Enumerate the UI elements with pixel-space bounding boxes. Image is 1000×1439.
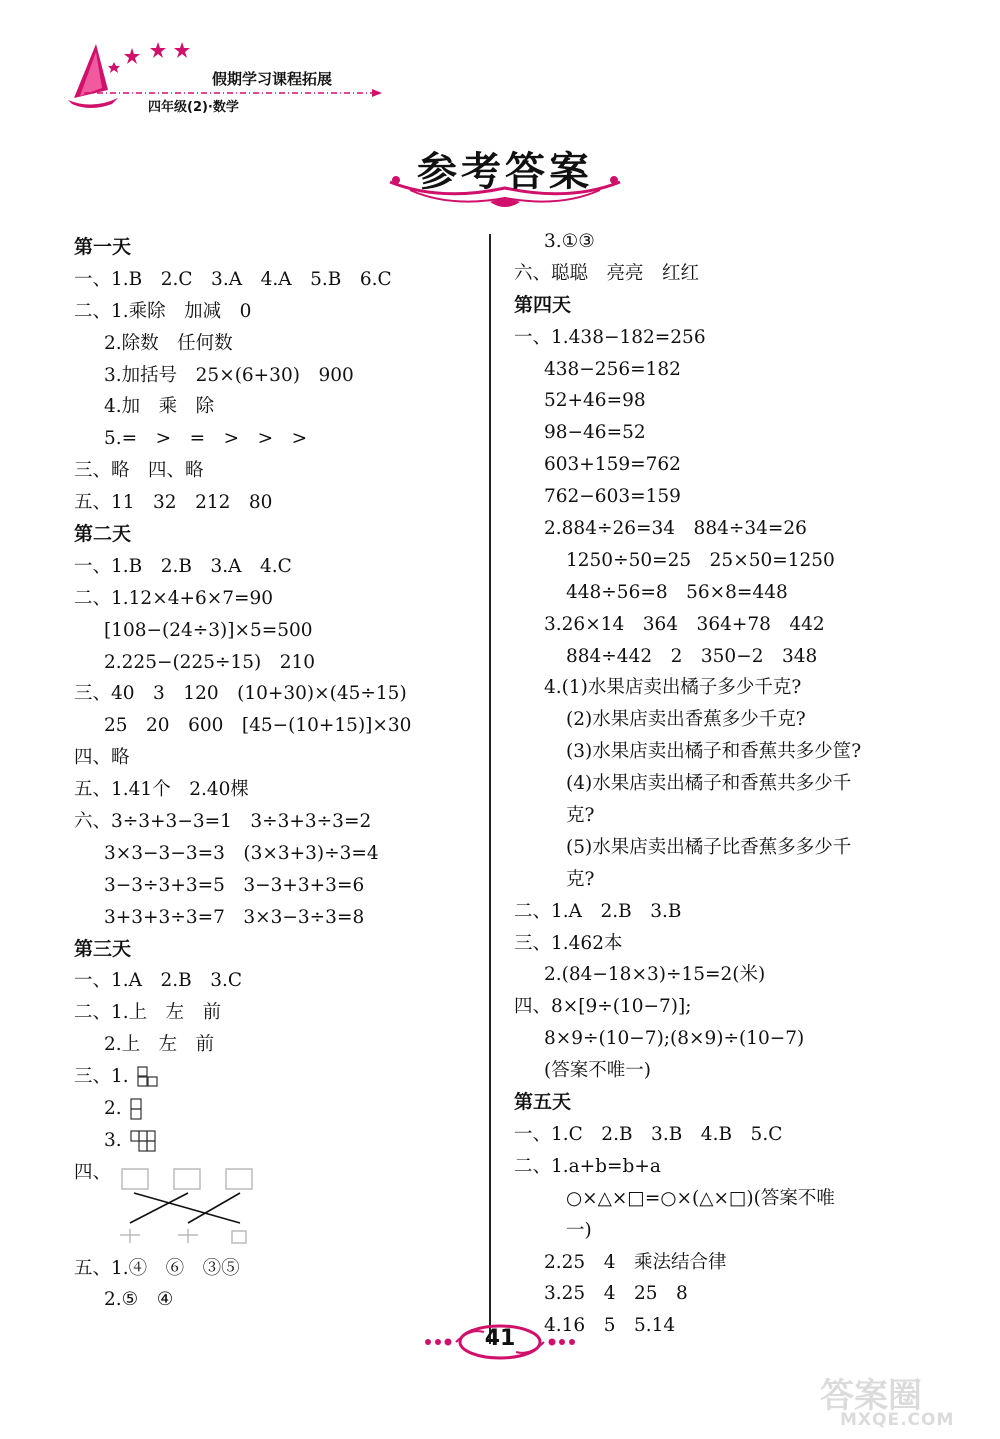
answer-line: 三、1.462本 — [514, 932, 623, 954]
page-title: 参考答案 — [417, 149, 593, 195]
block-view-3-icon — [130, 1129, 156, 1153]
answer-line-view1 — [74, 1061, 474, 1093]
answer-line: 3−3÷3+3=5 3−3+3+3=6 — [104, 874, 365, 896]
answer-line: 8×9÷(10−7);(8×9)÷(10−7) — [544, 1028, 805, 1050]
answer-line: ○×△×□=○×(△×□)(答案不唯 — [566, 1187, 835, 1209]
answer-line: 四、略 — [74, 747, 130, 769]
answer-label: 三、1. — [74, 1066, 129, 1088]
answer-line: 1250÷50=25 25×50=1250 — [566, 549, 835, 571]
answer-label: 3. — [104, 1129, 122, 1151]
left-column — [74, 232, 474, 1316]
answer-line: [108−(24÷3)]×5=500 — [104, 619, 313, 641]
answer-line: 603+159=762 — [544, 454, 681, 476]
column-divider — [489, 234, 491, 1344]
answer-line: 一、1.C 2.B 3.B 4.B 5.C — [514, 1123, 783, 1145]
page-title-block — [380, 132, 630, 212]
answer-line: 五、11 32 212 80 — [74, 492, 273, 514]
answer-line: (3)水果店卖出橘子和香蕉共多少筐? — [566, 741, 862, 763]
block-view-2-icon — [130, 1098, 144, 1120]
answer-line: 克? — [566, 805, 595, 827]
answer-line: 二、1.上 左 前 — [74, 1002, 222, 1024]
answer-line: 克? — [566, 868, 595, 890]
answer-line: 五、1.④ ⑥ ③⑤ — [74, 1257, 240, 1279]
answer-line: 3+3+3÷3=7 3×3−3÷3=8 — [104, 906, 365, 928]
answer-line: 二、1.a+b=b+a — [514, 1155, 661, 1177]
answer-line: 三、略 四、略 — [74, 460, 204, 482]
answer-line: 一、1.A 2.B 3.C — [74, 970, 243, 992]
day-heading: 第四天 — [514, 293, 572, 316]
answer-line: 25 20 600 [45−(10+15)]×30 — [104, 715, 412, 737]
answer-line: 2.⑤ ④ — [104, 1289, 174, 1311]
answer-line: 六、3÷3+3−3=1 3÷3+3÷3=2 — [74, 811, 372, 833]
answer-line: 2.25 4 乘法结合律 — [544, 1251, 727, 1273]
answer-line: 3.加括号 25×(6+30) 900 — [104, 364, 354, 386]
day-heading: 第五天 — [514, 1091, 572, 1114]
answer-line: 438−256=182 — [544, 358, 681, 380]
answer-line: (答案不唯一) — [544, 1060, 651, 1082]
answer-line: 2.上 左 前 — [104, 1034, 215, 1056]
series-title: 假期学习课程拓展 — [212, 70, 333, 88]
grade-subject: 四年级(2)·数学 — [148, 100, 239, 115]
answer-line: 448÷56=8 56×8=448 — [566, 581, 788, 603]
answer-line: 二、1.乘除 加减 0 — [74, 300, 252, 322]
answer-line: 六、聪聪 亮亮 红红 — [514, 262, 700, 284]
answer-line: 2.884÷26=34 884÷34=26 — [544, 518, 807, 540]
page-number: 41 — [484, 1326, 516, 1351]
answer-line: 一) — [566, 1219, 592, 1241]
answer-line: 98−46=52 — [544, 422, 646, 444]
answer-line: 2.225−(225÷15) 210 — [104, 651, 316, 673]
answer-line: 2.(84−18×3)÷15=2(米) — [544, 964, 766, 986]
answer-line: 一、1.B 2.C 3.A 4.A 5.B 6.C — [74, 268, 392, 290]
answer-line: 2.除数 任何数 — [104, 332, 233, 354]
day-heading: 第三天 — [74, 937, 132, 960]
watermark — [820, 1370, 1000, 1430]
answer-line: 3.26×14 364 364+78 442 — [544, 613, 825, 635]
answer-line: 一、1.438−182=256 — [514, 326, 706, 348]
answer-line: 二、1.A 2.B 3.B — [514, 900, 682, 922]
answer-line: 52+46=98 — [544, 390, 646, 412]
answer-line: 三、40 3 120 (10+30)×(45÷15) — [74, 683, 407, 705]
block-view-1-icon — [137, 1066, 159, 1088]
answer-line: 五、1.41个 2.40棵 — [74, 779, 249, 801]
answer-line-view2 — [74, 1093, 474, 1125]
answer-line: 4.加 乘 除 — [104, 396, 215, 418]
answer-line: (4)水果店卖出橘子和香蕉共多少千 — [566, 773, 852, 795]
answer-line: (2)水果店卖出香蕉多少千克? — [566, 709, 806, 731]
answer-line-matching — [74, 1157, 474, 1253]
answer-line: 3×3−3−3=3 (3×3+3)÷3=4 — [104, 842, 379, 864]
answer-line: 4.(1)水果店卖出橘子多少千克? — [544, 677, 802, 699]
answer-line: (5)水果店卖出橘子比香蕉多多少千 — [566, 836, 852, 858]
answer-line: 3.25 4 25 8 — [544, 1283, 688, 1305]
day-heading: 第一天 — [74, 236, 132, 258]
watermark-url: MXQE.COM — [840, 1410, 955, 1430]
answer-line: 一、1.B 2.B 3.A 4.C — [74, 555, 292, 577]
answer-line-view3 — [74, 1125, 474, 1157]
series-header — [62, 38, 392, 115]
answer-label: 四、 — [74, 1161, 112, 1183]
answer-line: 四、8×[9÷(10−7)]; — [514, 996, 692, 1018]
answer-line: 884÷442 2 350−2 348 — [566, 645, 818, 667]
page-number-badge — [410, 1322, 590, 1362]
day-heading: 第二天 — [74, 523, 132, 546]
answer-line: 二、1.12×4+6×7=90 — [74, 587, 274, 609]
answer-line: 5.= > = > > > — [104, 428, 308, 450]
watermark-logo-text: 答案圈 — [820, 1376, 922, 1416]
matching-lines-diagram — [110, 1159, 270, 1249]
right-column — [514, 226, 924, 1342]
answer-line: 3.①③ — [544, 231, 595, 252]
answer-line: 762−603=159 — [544, 486, 681, 508]
answer-label: 2. — [104, 1098, 122, 1120]
answer-line: 4.16 5 5.14 — [544, 1315, 676, 1337]
